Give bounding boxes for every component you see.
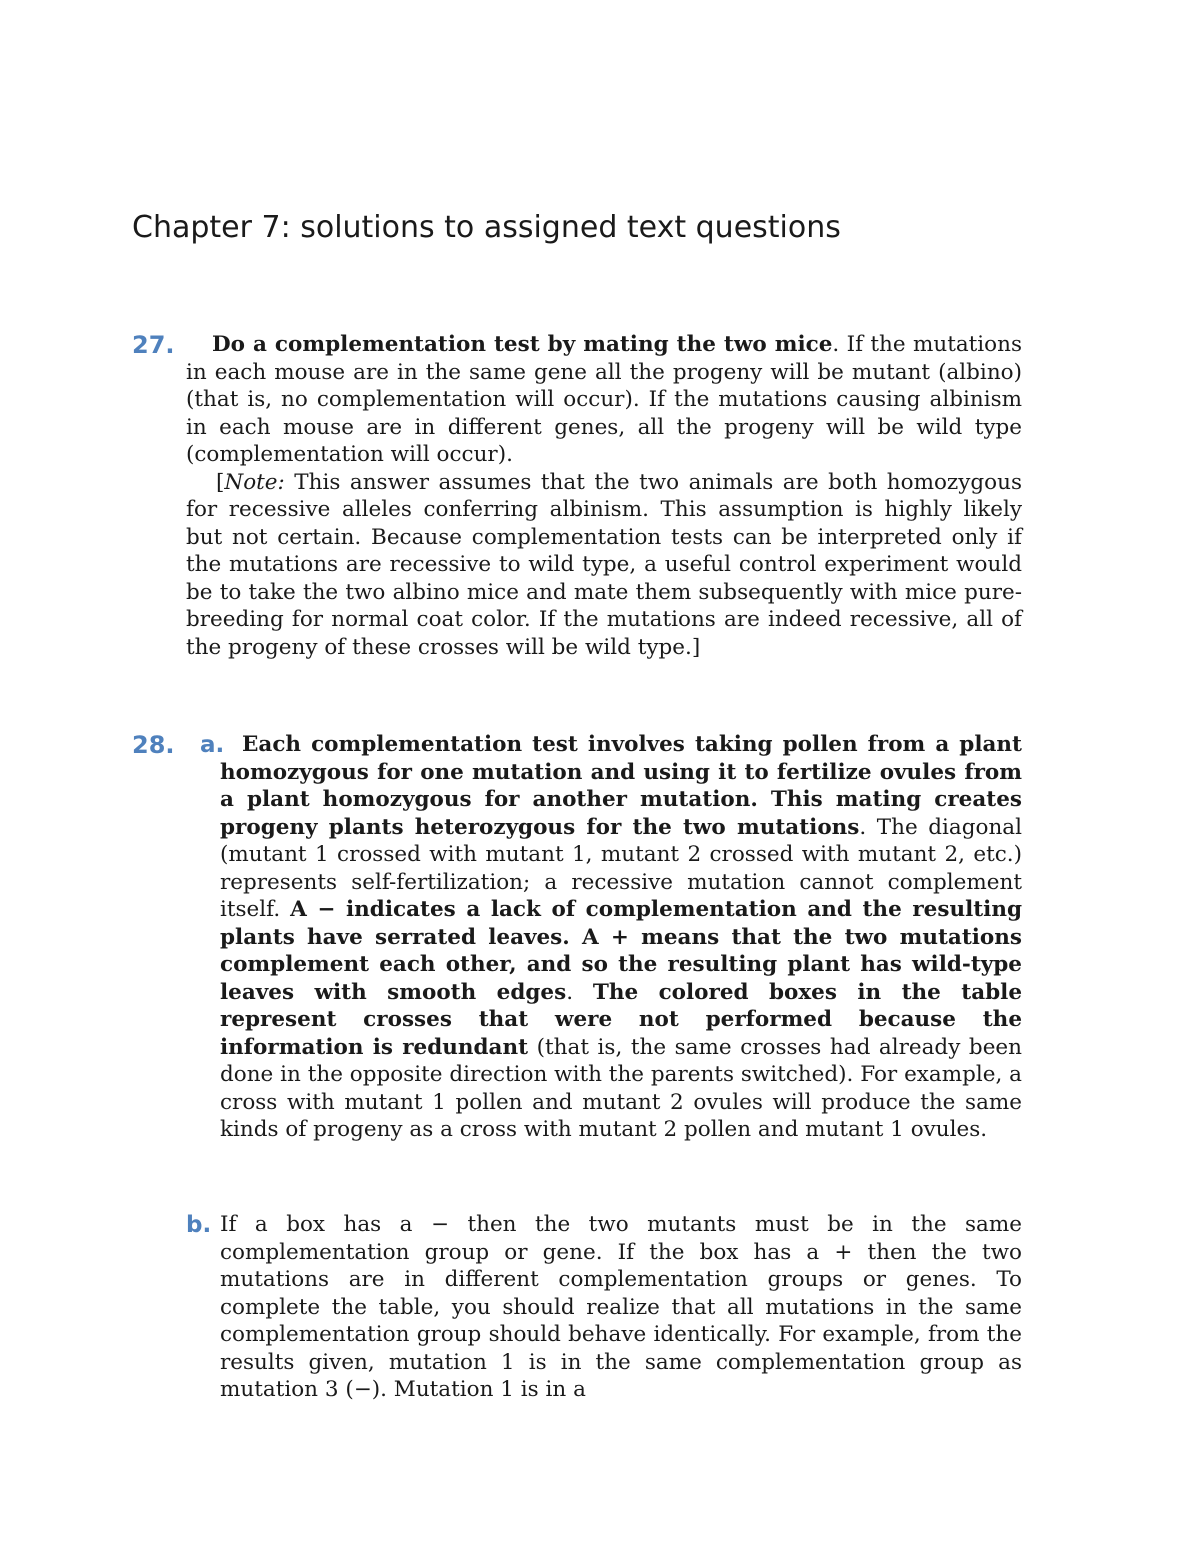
answer-28b-paragraph: If a box has a − then the two mutants must be in the same complementation group or gene. If the box has a + then the two mutations are in different complementation groups or genes. To complete the table, you should realize that all mutations in the same complementation group should behave identically. For example, from the results given, mutation 1 is in the same complementation group as mutation 3 (−). Mutation 1 is in a: [220, 1212, 1022, 1402]
part-a-letter: a.: [200, 732, 225, 758]
answer-28a-bold-2: A − indicates a lack of complementation and the resulting plants have serrated leaves. A + means that the two mutations complement each other, and so the resulting plant has wild-type leaves with smooth edges: [220, 897, 1023, 1005]
question-number-27: 27.: [132, 331, 175, 359]
answer-28a-paragraph: [220, 731, 1022, 1144]
answer-28a-bold-3: The colored boxes in the table represent crosses that were not performed because the information is redundant: [220, 979, 1023, 1060]
note-text: This answer assumes that the two animals are both homozygous for recessive alleles conferring albinism. This assumption is highly likely but not certain. Because complementation tests can be interpreted only if the mutations are recessive to wild type, a useful control experiment would be to take the two albino mice and mate them subsequently with mice pure-breeding for normal coat color. If the mutations are indeed recessive, all of the progeny of these crosses will be wild type.]: [186, 469, 1022, 660]
question-number-28: 28.: [132, 731, 175, 759]
answer-28a-text-1: . The diagonal (mutant 1 crossed with mutant 1, mutant 2 crossed with mutant 2, etc.) represents self-fertilization; a recessive mutation cannot complement itself.: [220, 814, 1022, 922]
part-b-letter: b.: [186, 1212, 212, 1238]
answer-27-text: . If the mutations in each mouse are in the same gene all the progeny will be mutant (albino) (that is, no complementation will occur). If the mutations causing albinism in each mouse are in different genes, all the progeny will be wild type (complementation will occur).: [186, 332, 1022, 467]
answer-28a-text-2: .: [566, 979, 593, 1005]
answer-28b: [220, 1211, 1022, 1404]
answer-28a-bold-1: Each complementation test involves taking pollen from a plant homozygous for one mutation and using it to fertilize ovules from a plant homozygous for another mutation. This mating creates progeny plants heterozygous for the two mutations: [220, 732, 1022, 840]
answer-28a: [220, 731, 1022, 1144]
page-title: Chapter 7: solutions to assigned text questions: [132, 210, 841, 245]
answer-27: [186, 331, 1022, 661]
answer-27-paragraph: [186, 331, 1022, 469]
answer-27-note: [186, 469, 1022, 662]
note-bracket: [: [216, 469, 225, 495]
answer-28a-text-3: (that is, the same crosses had already been done in the opposite direction with the parents switched). For example, a cross with mutant 1 pollen and mutant 2 ovules will produce the same kinds of progeny as a cross with mutant 2 pollen and mutant 1 ovules.: [220, 1034, 1022, 1142]
answer-27-lead: Do a complementation test by mating the two mice: [212, 332, 833, 357]
note-label: Note:: [224, 469, 285, 495]
